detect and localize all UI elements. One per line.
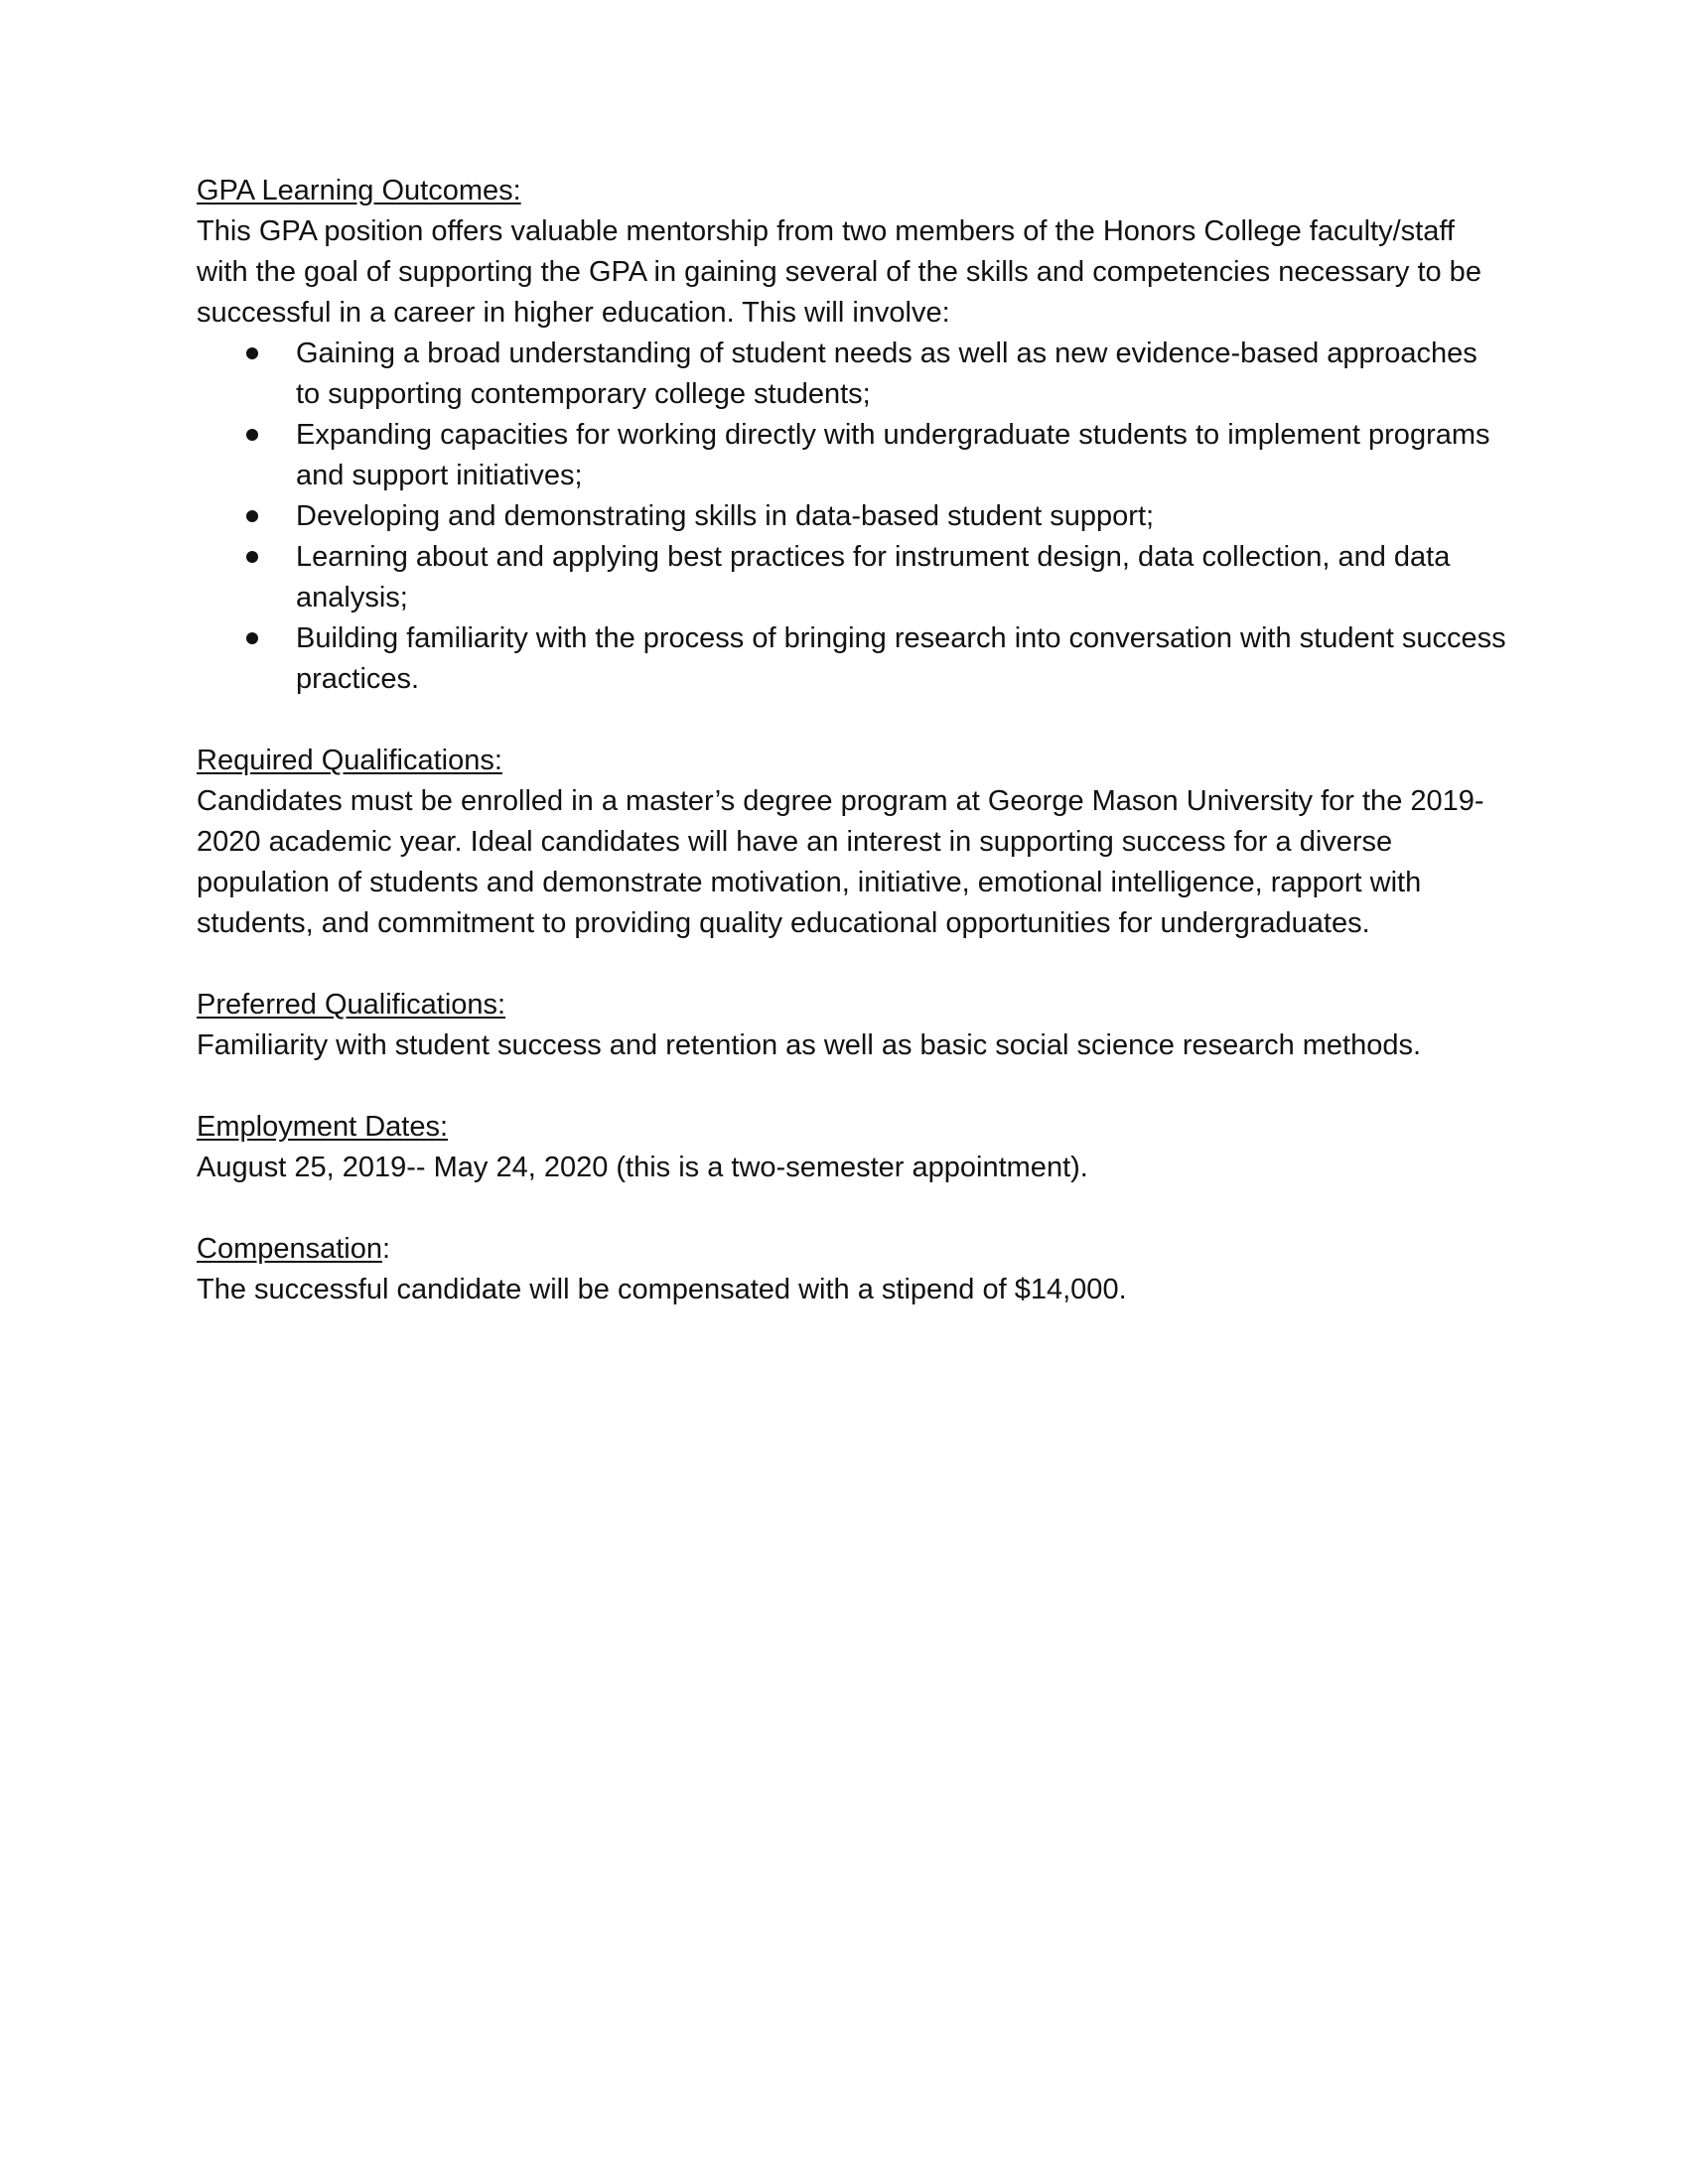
- bullet-icon: [246, 429, 258, 441]
- learning-outcomes-section: [197, 171, 1507, 700]
- list-item: [197, 496, 1507, 537]
- list-item-text: Learning about and applying best practices for instrument design, data collection, and data analysis;: [296, 541, 1451, 614]
- compensation-section: [197, 1229, 1507, 1310]
- learning-outcomes-list: [197, 334, 1507, 700]
- required-qualifications-section: [197, 741, 1507, 944]
- bullet-icon: [246, 347, 258, 359]
- compensation-heading-colon: :: [382, 1233, 391, 1265]
- list-item: [197, 334, 1507, 415]
- required-qualifications-heading: Required Qualifications:: [197, 745, 502, 776]
- list-item-text: Gaining a broad understanding of student needs as well as new evidence-based approaches to supporting contemporary college students;: [296, 338, 1477, 410]
- document-page: [197, 171, 1507, 1351]
- learning-outcomes-heading: GPA Learning Outcomes:: [197, 175, 521, 206]
- bullet-icon: [246, 551, 258, 563]
- list-item: [197, 618, 1507, 700]
- employment-dates-body: August 25, 2019-- May 24, 2020 (this is a two-semester appointment).: [197, 1152, 1088, 1183]
- preferred-qualifications-section: [197, 985, 1507, 1066]
- bullet-icon: [246, 510, 258, 522]
- bullet-icon: [246, 632, 258, 644]
- employment-dates-heading: Employment Dates:: [197, 1111, 449, 1143]
- list-item-text: Expanding capacities for working directly with undergraduate students to implement programs and support initiatives;: [296, 419, 1490, 491]
- list-item: [197, 415, 1507, 496]
- list-item-text: Building familiarity with the process of bringing research into conversation with student success practices.: [296, 622, 1506, 695]
- required-qualifications-body: Candidates must be enrolled in a master’s degree program at George Mason University for the 2019-2020 academic year. Ideal candidates will have an interest in supporting success for a diverse population of students and demonstrate motivation, initiative, emotional intelligence, rapport with students, and commitment to providing quality educational opportunities for undergraduates.: [197, 785, 1484, 939]
- preferred-qualifications-heading: Preferred Qualifications:: [197, 989, 506, 1021]
- compensation-heading: Compensation:: [197, 1233, 391, 1265]
- learning-outcomes-intro: This GPA position offers valuable mentorship from two members of the Honors College faculty/staff with the goal of supporting the GPA in gaining several of the skills and competencies necessary to be successful in a career in higher education. This will involve:: [197, 215, 1481, 329]
- employment-dates-section: [197, 1107, 1507, 1188]
- list-item-text: Developing and demonstrating skills in data-based student support;: [296, 500, 1155, 532]
- preferred-qualifications-body: Familiarity with student success and retention as well as basic social science research methods.: [197, 1029, 1422, 1061]
- compensation-body: The successful candidate will be compensated with a stipend of $14,000.: [197, 1274, 1127, 1305]
- list-item: [197, 537, 1507, 618]
